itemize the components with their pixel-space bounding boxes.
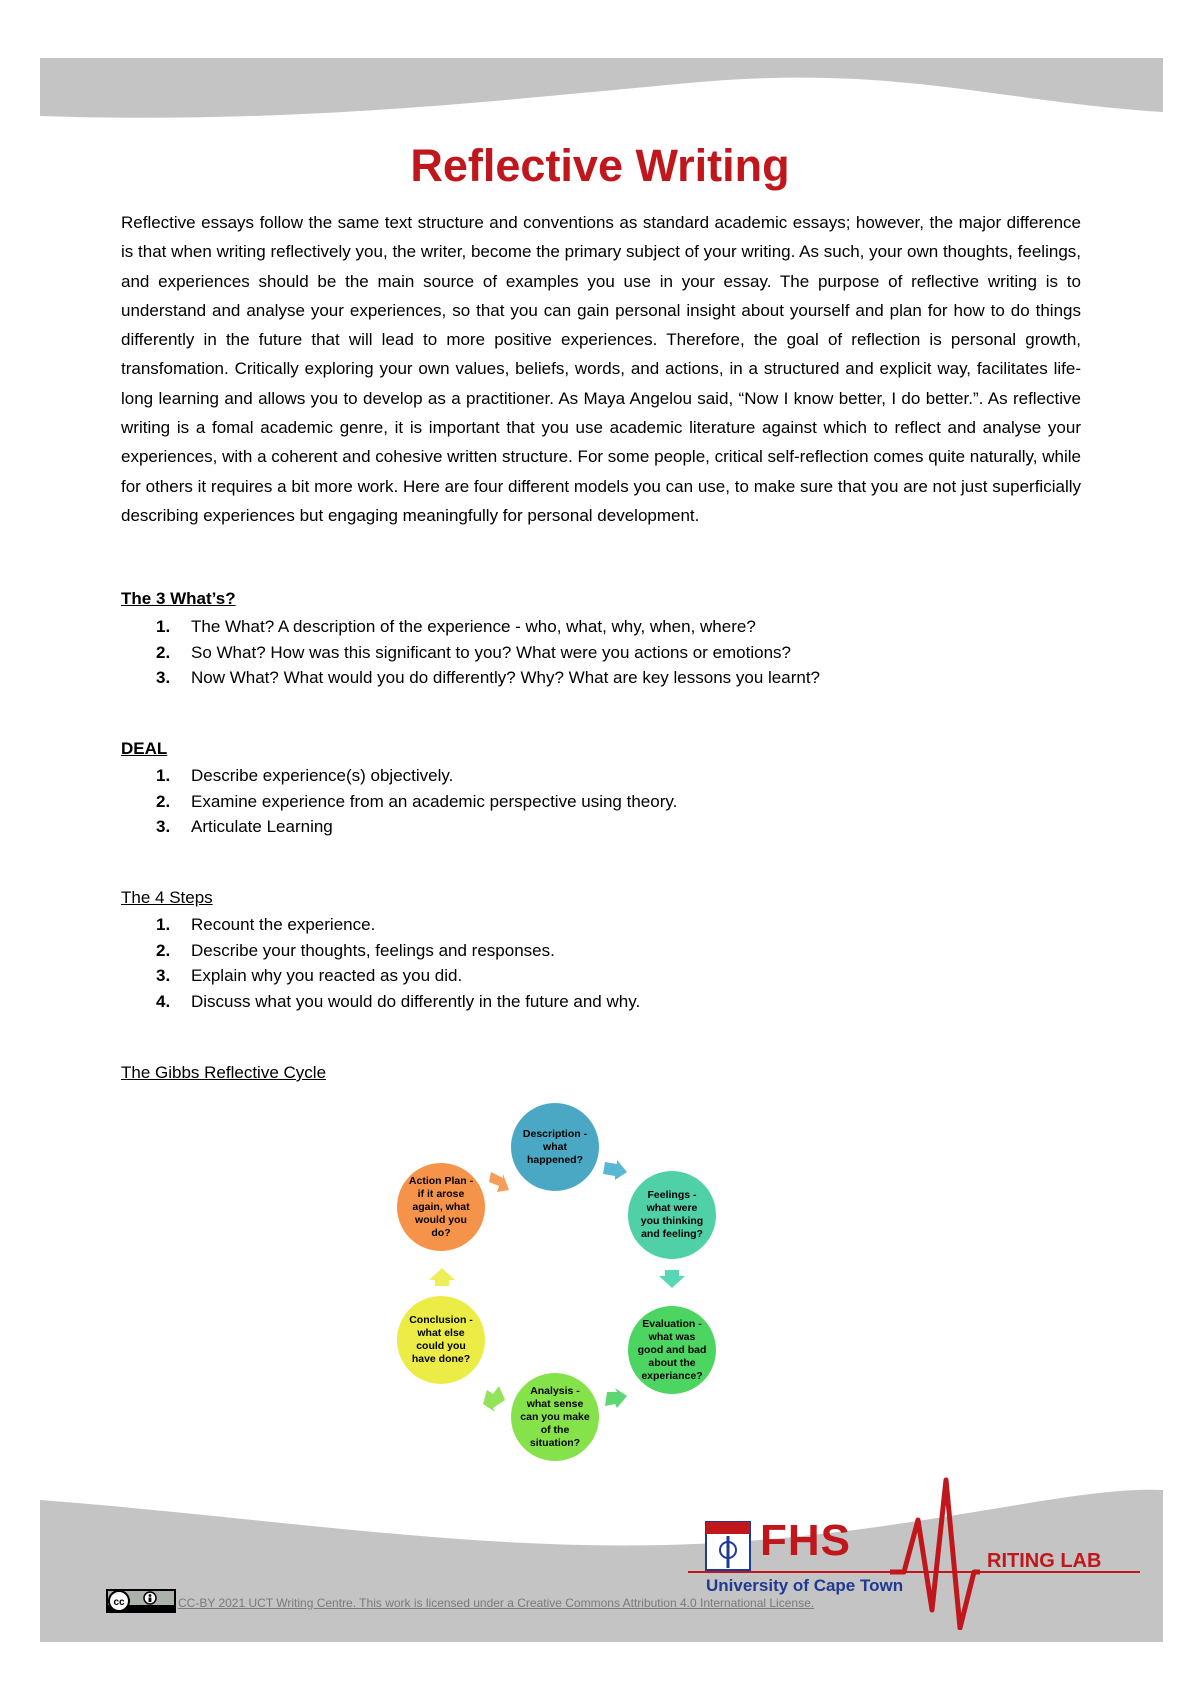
writing-lab-wordmark: RITING LAB [987,1550,1102,1572]
cc-badge-text: cc [113,1597,125,1608]
list-item-number: 2. [156,940,171,960]
heading-four-steps: The 4 Steps [121,888,213,907]
list-item-number: 1. [156,915,171,934]
license-link[interactable]: CC-BY 2021 UCT Writing Centre. This work is licensed under a Creative Commons Attribution 4.0 International License. [178,1596,815,1610]
list-item-number: 4. [156,991,171,1011]
list-item [121,989,640,1015]
list-item-text: The What? A description of the experience - who, what, why, when, where? [191,617,756,636]
list-item-text: Recount the experience. [191,915,376,934]
list-item-number: 3. [156,966,171,985]
gibbs-cycle-diagram [395,1090,795,1470]
list-item-number: 1. [156,617,171,636]
list-item-text: So What? How was this significant to you? What were you actions or emotions? [191,642,792,662]
list-item [121,963,640,989]
cycle-arrow-5 [429,1268,455,1286]
heartbeat-icon [890,1480,980,1628]
header-wave-band [0,0,1200,140]
list-item-text: Examine experience from an academic perspective using theory. [191,791,678,811]
gibbs-cycle-svg [395,1090,795,1470]
list-item-number: 2. [156,791,171,811]
cycle-label-action-plan: Action Plan - if it arose again, what would you do? [408,1174,474,1239]
list-item-number: 3. [156,817,171,836]
cycle-arrow-4 [483,1386,505,1412]
list-item [121,814,677,840]
list-item [121,665,820,691]
intro-paragraph: Reflective essays follow the same text structure and conventions as standard academic essays; however, the major difference is that when writing reflectively you, the writer, become the primary subject of your writing. As such, your own thoughts, feelings, and experiences should be the main source of examples you use in your essay. The purpose of reflective writing is to understand and analyse your experiences, so that you can gain personal insight about yourself and plan for how to do things differently in the future that will lead to more positive experiences. Therefore, the goal of reflection is personal growth, transfomation. Critically exploring your own values, beliefs, words, and actions, in a structured and explicit way, facilitates life-long learning and allows you to develop as a practitioner. As Maya Angelou said, “Now I know better, I do better.”. As reflective writing is a fomal academic genre, it is important that you use academic literature against which to reflect and analyse your experiences, with a coherent and cohesive written structure. For some people, critical self-reflection comes quite naturally, while for others it requires a bit more work. Here are four different models you can use, to make sure that you are not just superficially describing experiences but engaging meaningfully for personal development. [121,213,1081,525]
cycle-label-evaluation: Evaluation - what was good and bad about the experiance? [637,1317,707,1382]
list-item [121,614,820,640]
list-item [121,789,677,815]
list-item-text: Articulate Learning [191,817,333,836]
cycle-label-conclusion: Conclusion - what else could you have done? [409,1314,473,1365]
uct-wordmark: University of Cape Town [706,1576,904,1595]
list-item-text: Explain why you reacted as you did. [191,966,463,985]
list-item-text: Describe experience(s) objectively. [191,766,454,785]
list-item-number: 3. [156,668,171,687]
heading-three-whats: The 3 What’s? [121,589,236,608]
cycle-arrow-1 [603,1160,627,1180]
list-four-steps [121,912,640,1014]
cycle-arrow-2 [659,1270,685,1288]
list-item [121,763,677,789]
list-three-whats [121,614,820,691]
cycle-arrow-6 [489,1172,509,1192]
list-item [121,938,640,964]
list-item-number: 1. [156,766,171,785]
heading-deal: DEAL [121,739,168,758]
heading-gibbs: The Gibbs Reflective Cycle [121,1063,327,1082]
list-item-text: Now What? What would you do differently? Why? What are key lessons you learnt? [191,668,820,687]
list-deal [121,763,677,840]
cycle-label-analysis: Analysis - what sense can you make of the situation? [520,1384,590,1449]
list-item [121,912,640,938]
page-title: Reflective Writing [410,140,790,191]
cycle-arrow-3 [605,1388,627,1408]
list-item-text: Discuss what you would do differently in the future and why. [191,991,641,1011]
cc-by-badge [106,1589,176,1613]
list-item-number: 2. [156,642,171,662]
fhs-wordmark: FHS [760,1516,851,1565]
list-item-text: Describe your thoughts, feelings and responses. [191,940,555,960]
cycle-label-feelings: Feelings - what were you thinking and feeling? [640,1189,704,1240]
list-item [121,640,820,666]
cycle-label-description: Description - what happened? [522,1127,588,1166]
